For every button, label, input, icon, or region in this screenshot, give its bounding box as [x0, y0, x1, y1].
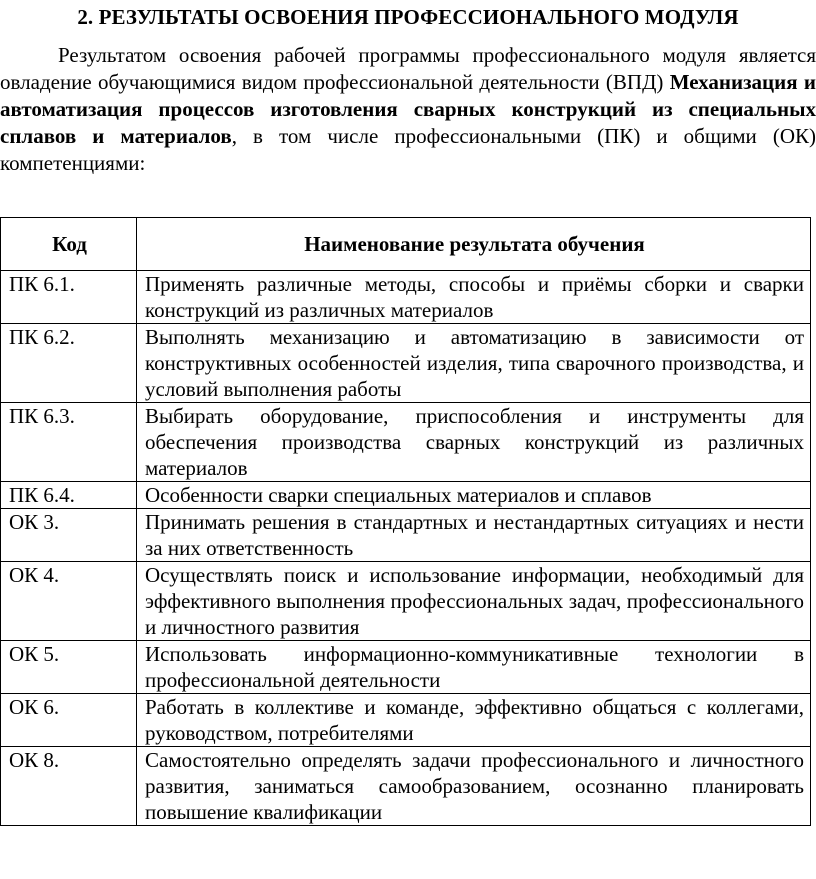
- results-table: [0, 217, 811, 826]
- intro-activity-type: Механизация и автоматизация процессов изготовления сварных конструкций из специальных сплавов и материалов: [0, 70, 816, 148]
- row-code: ОК 3.: [1, 509, 137, 562]
- row-code: ОК 5.: [1, 641, 137, 694]
- row-code: ОК 8.: [1, 747, 137, 826]
- intro-text-end: , в том числе профессиональными (ПК) и общими (ОК) компетенциями:: [0, 124, 816, 175]
- row-name: Выполнять механизацию и автоматизацию в зависимости от конструктивных особенностей изделия, типа сварочного производства, и условий выполнения работы: [137, 324, 811, 403]
- section-heading: 2. РЕЗУЛЬТАТЫ ОСВОЕНИЯ ПРОФЕССИОНАЛЬНОГО МОДУЛЯ: [77, 5, 739, 29]
- table-row: [1, 482, 811, 509]
- intro-paragraph: [0, 42, 816, 177]
- row-name: Особенности сварки специальных материалов и сплавов: [137, 482, 811, 509]
- table-row: [1, 271, 811, 324]
- row-code: ПК 6.1.: [1, 271, 137, 324]
- row-code: ПК 6.3.: [1, 403, 137, 482]
- row-name: Принимать решения в стандартных и нестандартных ситуациях и нести за них ответственность: [137, 509, 811, 562]
- row-name: Выбирать оборудование, приспособления и инструменты для обеспечения производства сварных конструкций из различных материалов: [137, 403, 811, 482]
- header-name: Наименование результата обучения: [137, 218, 811, 271]
- table-row: [1, 694, 811, 747]
- row-code: ОК 4.: [1, 562, 137, 641]
- table-row: [1, 747, 811, 826]
- table-row: [1, 403, 811, 482]
- row-name: Самостоятельно определять задачи профессионального и личностного развития, заниматься самообразованием, осознанно планировать повышение квалификации: [137, 747, 811, 826]
- row-name: Использовать информационно-коммуникативные технологии в профессиональной деятельности: [137, 641, 811, 694]
- row-code: ОК 6.: [1, 694, 137, 747]
- table-row: [1, 324, 811, 403]
- row-code: ПК 6.4.: [1, 482, 137, 509]
- intro-text-start: Результатом освоения рабочей программы профессионального модуля является овладение обучающимися видом профессиональной деятельности (ВПД): [0, 43, 816, 94]
- row-name: Работать в коллективе и команде, эффективно общаться с коллегами, руководством, потребителями: [137, 694, 811, 747]
- row-code: ПК 6.2.: [1, 324, 137, 403]
- row-name: Применять различные методы, способы и приёмы сборки и сварки конструкций из различных материалов: [137, 271, 811, 324]
- table-header-row: [1, 218, 811, 271]
- table-row: [1, 641, 811, 694]
- table-row: [1, 509, 811, 562]
- table-row: [1, 562, 811, 641]
- row-name: Осуществлять поиск и использование информации, необходимый для эффективного выполнения профессиональных задач, профессионального и личностного развития: [137, 562, 811, 641]
- header-code: Код: [1, 218, 137, 271]
